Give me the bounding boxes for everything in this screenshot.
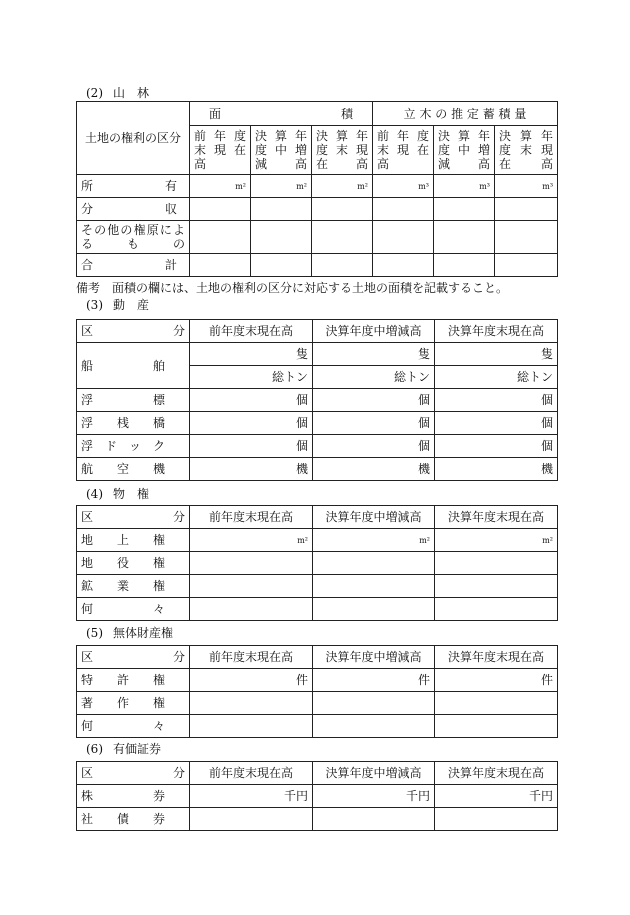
section-title: 山 林 xyxy=(113,86,150,100)
row-label: 何 々 xyxy=(77,715,190,738)
unit-label: 個 xyxy=(435,389,558,412)
unit-label: 千円 xyxy=(435,785,558,808)
movable-table xyxy=(76,319,558,481)
header-prev-year: 前年度末現在高 xyxy=(190,506,313,529)
real-rights-table xyxy=(76,505,558,621)
unit-label: 個 xyxy=(190,412,313,435)
header-category: 区 分 xyxy=(77,320,190,343)
unit-label: 総トン xyxy=(313,366,435,389)
unit-label: 件 xyxy=(435,669,558,692)
row-label-ship: 船 舶 xyxy=(77,343,190,389)
row-label: 著 作 権 xyxy=(77,692,190,715)
forest-header-land: 土地の権利の区分 xyxy=(77,102,190,175)
unit-label: 千円 xyxy=(313,785,435,808)
forest-header-timber: 立 木 の 推 定 蓄 積 量 xyxy=(373,102,558,126)
section-intangible-heading xyxy=(86,626,173,640)
unit-label: 個 xyxy=(313,389,435,412)
header-current: 決算年度末現在高 xyxy=(435,320,558,343)
forest-subheader: 決 算 年 度 末 現 在 高 xyxy=(495,126,558,175)
unit-label: 隻 xyxy=(190,343,313,366)
header-current: 決算年度末現在高 xyxy=(435,646,558,669)
unit-label: m² xyxy=(542,536,553,545)
unit-label: 個 xyxy=(435,412,558,435)
securities-table xyxy=(76,761,558,831)
row-label: 特 許 権 xyxy=(77,669,190,692)
row-label: 浮 ド ッ ク xyxy=(77,435,190,458)
header-prev-year: 前年度末現在高 xyxy=(190,762,313,785)
unit-label: 個 xyxy=(190,435,313,458)
header-prev-year: 前年度末現在高 xyxy=(190,646,313,669)
row-label: 社 債 券 xyxy=(77,808,190,831)
forest-subheader: 前 年 度 末 現 在 高 xyxy=(190,126,251,175)
section-number: (6) xyxy=(86,742,103,756)
row-label: 浮 桟 橋 xyxy=(77,412,190,435)
section-title: 物 権 xyxy=(113,487,150,501)
intangible-table xyxy=(76,645,558,738)
unit-label: 個 xyxy=(435,435,558,458)
section-number: (4) xyxy=(86,487,103,501)
header-change: 決算年度中増減高 xyxy=(313,762,435,785)
unit-label: m³ xyxy=(418,182,430,191)
section-number: (2) xyxy=(86,86,103,100)
header-current: 決算年度末現在高 xyxy=(435,762,558,785)
row-label: 地 上 権 xyxy=(77,529,190,552)
row-label: 鉱 業 権 xyxy=(77,575,190,598)
forest-row-label: その他の権原によ る も の xyxy=(77,221,190,254)
header-category: 区 分 xyxy=(77,762,190,785)
unit-label: 件 xyxy=(313,669,435,692)
unit-label: m³ xyxy=(479,182,491,191)
unit-label: m² xyxy=(419,536,430,545)
section-number: (5) xyxy=(86,626,103,640)
unit-label: 機 xyxy=(435,458,558,481)
header-category: 区 分 xyxy=(77,506,190,529)
unit-label: m³ xyxy=(542,182,554,191)
unit-label: 個 xyxy=(313,412,435,435)
header-change: 決算年度中増減高 xyxy=(313,320,435,343)
forest-row-label: 分 収 xyxy=(77,198,190,221)
header-category: 区 分 xyxy=(77,646,190,669)
unit-label: 機 xyxy=(190,458,313,481)
header-prev-year: 前年度末現在高 xyxy=(190,320,313,343)
unit-label: 総トン xyxy=(190,366,313,389)
row-label: 株 券 xyxy=(77,785,190,808)
row-label: 航 空 機 xyxy=(77,458,190,481)
forest-row-label: 所 有 xyxy=(77,175,190,198)
section-securities-heading xyxy=(86,742,161,756)
header-current: 決算年度末現在高 xyxy=(435,506,558,529)
unit-label: 個 xyxy=(190,389,313,412)
unit-label: m² xyxy=(357,182,369,191)
unit-label: 件 xyxy=(190,669,313,692)
section-movable-heading xyxy=(86,298,149,312)
row-label: 何 々 xyxy=(77,598,190,621)
forest-row-label: 合 計 xyxy=(77,254,190,277)
unit-label: m² xyxy=(297,536,308,545)
forest-subheader: 決 算 年 度 中 増 減 高 xyxy=(434,126,495,175)
forest-subheader: 前 年 度 末 現 在 高 xyxy=(373,126,434,175)
section-title: 有価証券 xyxy=(113,742,162,756)
header-change: 決算年度中増減高 xyxy=(313,506,435,529)
row-label: 浮 標 xyxy=(77,389,190,412)
unit-label: 総トン xyxy=(435,366,558,389)
forest-header-area: 面 積 xyxy=(190,102,373,126)
unit-label: m² xyxy=(235,182,246,191)
row-label: 地 役 権 xyxy=(77,552,190,575)
unit-label: 隻 xyxy=(435,343,558,366)
unit-label: 機 xyxy=(313,458,435,481)
section-real-rights-heading xyxy=(86,487,149,501)
forest-subheader: 決 算 年 度 中 増 減 高 xyxy=(251,126,312,175)
forest-subheader: 決 算 年 度 末 現 在 高 xyxy=(312,126,373,175)
header-change: 決算年度中増減高 xyxy=(313,646,435,669)
note-text: 備考 面積の欄には、土地の権利の区分に対応する土地の面積を記載すること。 xyxy=(76,281,509,295)
section-title: 動 産 xyxy=(113,298,150,312)
section-number: (3) xyxy=(86,298,103,312)
forest-table xyxy=(76,101,558,277)
section-title: 無体財産権 xyxy=(113,626,174,640)
unit-label: 個 xyxy=(313,435,435,458)
section-forest-heading xyxy=(86,86,149,100)
unit-label: m² xyxy=(296,182,307,191)
unit-label: 隻 xyxy=(313,343,435,366)
unit-label: 千円 xyxy=(190,785,313,808)
